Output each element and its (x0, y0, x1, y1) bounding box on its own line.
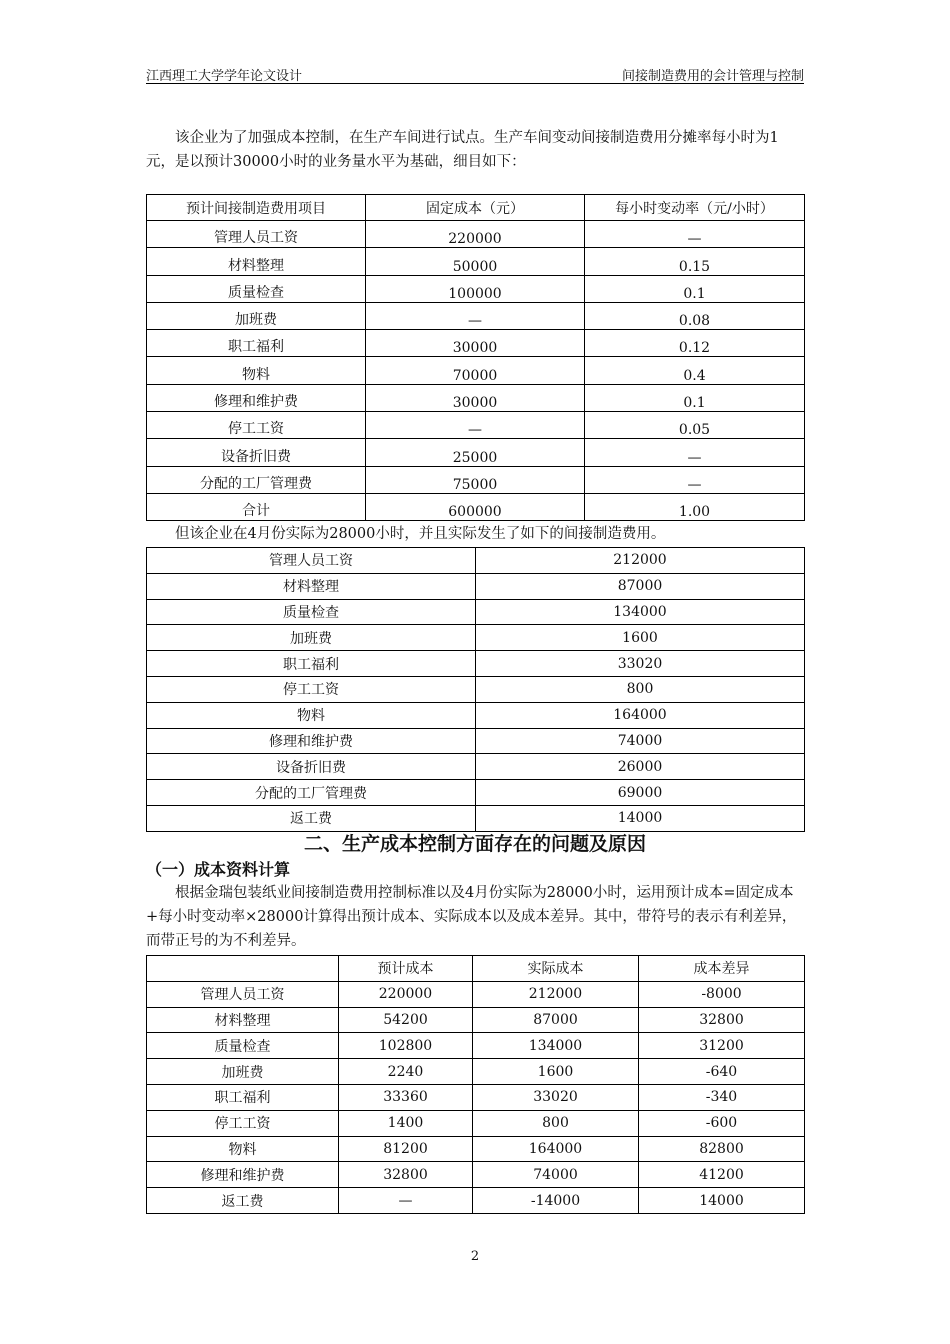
actual-cost-table (146, 547, 805, 832)
table-cell: 220000 (366, 221, 585, 248)
table-cell: — (366, 412, 585, 439)
table-cell: 800 (476, 676, 805, 702)
table-cell: 修理和维护费 (147, 728, 476, 754)
table-cell: 134000 (476, 599, 805, 625)
table-cell: 物料 (147, 702, 476, 728)
header-cell: 成本差异 (639, 956, 805, 982)
table-cell: 1.00 (585, 493, 805, 520)
table-row (147, 599, 805, 625)
table-cell: 修理和维护费 (147, 1162, 339, 1188)
table-cell: 返工费 (147, 1188, 339, 1214)
table-row (147, 221, 805, 248)
table-row (147, 248, 805, 275)
table-cell: 材料整理 (147, 1007, 339, 1033)
header-cell: 固定成本（元） (366, 195, 585, 221)
table-row (147, 780, 805, 806)
table-cell: 32800 (339, 1162, 473, 1188)
table-cell: 加班费 (147, 1059, 339, 1085)
table-cell: 30000 (366, 330, 585, 357)
table-cell: 600000 (366, 493, 585, 520)
table-row (147, 439, 805, 466)
table-row (147, 1110, 805, 1136)
table-cell: 33020 (476, 651, 805, 677)
header-title: 间接制造费用的会计管理与控制 (621, 69, 804, 84)
table-cell: 物料 (147, 1136, 339, 1162)
table-cell: 1600 (476, 625, 805, 651)
table-cell: 0.15 (585, 248, 805, 275)
table-row (147, 1084, 805, 1110)
table-row (147, 625, 805, 651)
table-cell: 1400 (339, 1110, 473, 1136)
table-cell: -640 (639, 1059, 805, 1085)
table-cell: 33020 (473, 1084, 639, 1110)
table-cell: 70000 (366, 357, 585, 384)
table-cell: 0.4 (585, 357, 805, 384)
table-cell: 74000 (473, 1162, 639, 1188)
header-cell: 每小时变动率（元/小时） (585, 195, 805, 221)
table-cell: 管理人员工资 (147, 221, 366, 248)
table-cell: 212000 (476, 548, 805, 574)
table-cell: 职工福利 (147, 651, 476, 677)
page-number: 2 (470, 1249, 480, 1264)
table-row (147, 1188, 805, 1214)
table-header-row (147, 195, 805, 221)
table-cell: 0.1 (585, 275, 805, 302)
table-cell: 2240 (339, 1059, 473, 1085)
table-row (147, 981, 805, 1007)
table-cell: — (585, 221, 805, 248)
table-cell: 管理人员工资 (147, 548, 476, 574)
table-row (147, 805, 805, 831)
table-cell: 164000 (473, 1136, 639, 1162)
table-row (147, 651, 805, 677)
header-school: 江西理工大学学年论文设计 (146, 69, 303, 84)
table-cell: — (585, 466, 805, 493)
table-row (147, 493, 805, 520)
table-row (147, 1136, 805, 1162)
table-row (147, 1033, 805, 1059)
table-cell: 212000 (473, 981, 639, 1007)
table-cell: 50000 (366, 248, 585, 275)
table-cell: 质量检查 (147, 599, 476, 625)
table-cell: 75000 (366, 466, 585, 493)
header-cell (147, 956, 339, 982)
table-cell: 33360 (339, 1084, 473, 1110)
table-row (147, 1059, 805, 1085)
table-cell: 30000 (366, 384, 585, 411)
table-cell: 164000 (476, 702, 805, 728)
table-cell: 设备折旧费 (147, 754, 476, 780)
budget-table (146, 194, 805, 521)
table-cell: 职工福利 (147, 330, 366, 357)
table-cell: 1600 (473, 1059, 639, 1085)
table-cell: 质量检查 (147, 1033, 339, 1059)
subsection-title: （一）成本资料计算 (146, 860, 291, 879)
table-cell: 分配的工厂管理费 (147, 780, 476, 806)
header-cell: 预计成本 (339, 956, 473, 982)
table-cell: 管理人员工资 (147, 981, 339, 1007)
table-row (147, 302, 805, 329)
table-cell: 81200 (339, 1136, 473, 1162)
table-row (147, 1162, 805, 1188)
table-cell: 停工工资 (147, 676, 476, 702)
table-cell: -340 (639, 1084, 805, 1110)
table-cell: 32800 (639, 1007, 805, 1033)
table-cell: -8000 (639, 981, 805, 1007)
table-cell: 分配的工厂管理费 (147, 466, 366, 493)
table-cell: -600 (639, 1110, 805, 1136)
table-cell: 134000 (473, 1033, 639, 1059)
table-cell: 加班费 (147, 625, 476, 651)
table-cell: 87000 (473, 1007, 639, 1033)
actual-intro-paragraph: 但该企业在4月份实际为28000小时，并且实际发生了如下的间接制造费用。 (175, 526, 666, 542)
table-cell: 87000 (476, 573, 805, 599)
table-row (147, 466, 805, 493)
table-row (147, 1007, 805, 1033)
table-cell: 14000 (476, 805, 805, 831)
table-cell: 返工费 (147, 805, 476, 831)
table-row (147, 275, 805, 302)
table-row (147, 754, 805, 780)
table-cell: 职工福利 (147, 1084, 339, 1110)
table-cell: 31200 (639, 1033, 805, 1059)
calc-paragraph: 根据金瑞包装纸业间接制造费用控制标准以及4月份实际为28000小时，运用预计成本=固定成本+每小时变动率×28000计算得出预计成本、实际成本以及成本差异。其中，带符号的表示有利差异，而带正号的为不利差异。 (146, 885, 797, 949)
table-cell: 41200 (639, 1162, 805, 1188)
header-cell: 预计间接制造费用项目 (147, 195, 366, 221)
variance-table (146, 955, 805, 1214)
table-cell: -14000 (473, 1188, 639, 1214)
table-cell: — (366, 302, 585, 329)
table-cell: 26000 (476, 754, 805, 780)
table-cell: 54200 (339, 1007, 473, 1033)
table-cell: 合计 (147, 493, 366, 520)
table-cell: 停工工资 (147, 1110, 339, 1136)
table-cell: 0.05 (585, 412, 805, 439)
table-cell: 82800 (639, 1136, 805, 1162)
table-cell: 材料整理 (147, 573, 476, 599)
table-cell: — (585, 439, 805, 466)
table-cell: 800 (473, 1110, 639, 1136)
table-row (147, 357, 805, 384)
header-cell: 实际成本 (473, 956, 639, 982)
section-title: 二、生产成本控制方面存在的问题及原因 (303, 833, 646, 855)
intro-paragraph: 该企业为了加强成本控制，在生产车间进行试点。生产车间变动间接制造费用分摊率每小时为1元，是以预计30000小时的业务量水平为基础，细目如下： (146, 130, 779, 170)
table-header-row (147, 956, 805, 982)
table-cell: 0.1 (585, 384, 805, 411)
table-row (147, 573, 805, 599)
table-row (147, 384, 805, 411)
table-cell: 材料整理 (147, 248, 366, 275)
table-row (147, 702, 805, 728)
table-cell: 质量检查 (147, 275, 366, 302)
table-cell: 25000 (366, 439, 585, 466)
table-cell: 100000 (366, 275, 585, 302)
table-cell: 220000 (339, 981, 473, 1007)
table-cell: 加班费 (147, 302, 366, 329)
table-row (147, 412, 805, 439)
table-cell: 0.12 (585, 330, 805, 357)
table-cell: 14000 (639, 1188, 805, 1214)
table-row (147, 548, 805, 574)
table-cell: 69000 (476, 780, 805, 806)
table-cell: 修理和维护费 (147, 384, 366, 411)
page-header (146, 63, 804, 84)
table-cell: 物料 (147, 357, 366, 384)
table-cell: 74000 (476, 728, 805, 754)
table-cell: 停工工资 (147, 412, 366, 439)
table-row (147, 330, 805, 357)
table-cell: 102800 (339, 1033, 473, 1059)
table-cell: — (339, 1188, 473, 1214)
table-row (147, 728, 805, 754)
table-row (147, 676, 805, 702)
table-cell: 0.08 (585, 302, 805, 329)
table-cell: 设备折旧费 (147, 439, 366, 466)
